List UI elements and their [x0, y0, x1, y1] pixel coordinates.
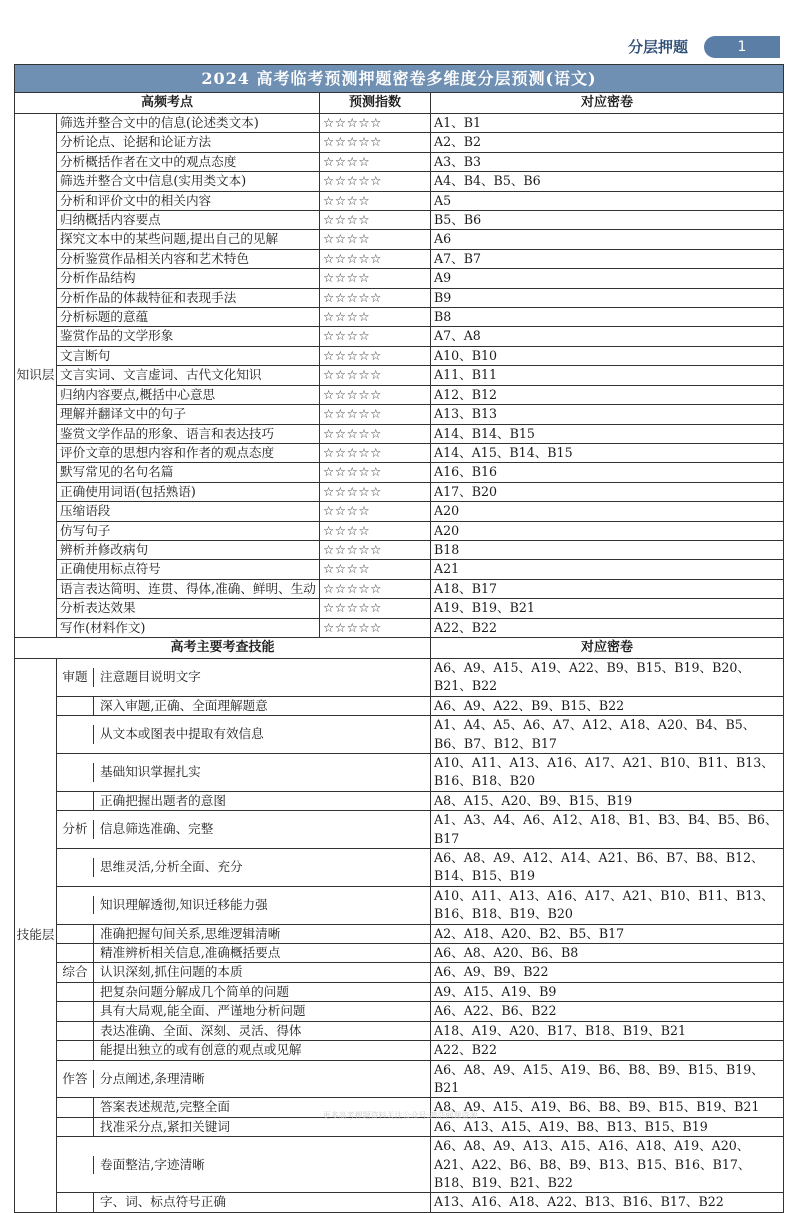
title-row	[15, 65, 784, 93]
skill-group-spacer	[57, 896, 94, 914]
star-rating: ☆☆☆☆☆	[320, 618, 431, 637]
skill-text: 具有大局观,能全面、严谨地分析问题	[100, 1003, 306, 1019]
skill-text: 深入审题,正确、全面理解题意	[100, 697, 268, 713]
star-rating: ☆☆☆☆	[320, 211, 431, 230]
skill-group-spacer	[57, 1022, 94, 1040]
skill-papers-cell: A6、A8、A9、A12、A14、A21、B6、B7、B8、B12、B14、B15、B19	[431, 849, 784, 887]
skill-text: 信息筛选准确、完整	[100, 821, 214, 837]
topic-cell: 鉴赏作品的文学形象	[57, 327, 320, 346]
skill-group-spacer	[57, 1041, 94, 1059]
skill-text: 字、词、标点符号正确	[100, 1194, 226, 1210]
topic-cell: 辨析并修改病句	[57, 540, 320, 559]
knowledge-row	[15, 327, 784, 346]
star-rating: ☆☆☆☆	[320, 152, 431, 171]
topic-cell: 归纳概括内容要点	[57, 211, 320, 230]
topic-cell: 分析表达效果	[57, 599, 320, 618]
papers-cell: B8	[431, 308, 784, 327]
knowledge-row	[15, 579, 784, 598]
papers-cell: A21	[431, 560, 784, 579]
header-skill-papers: 对应密卷	[431, 637, 784, 658]
star-rating: ☆☆☆☆☆	[320, 288, 431, 307]
skill-papers-cell: A1、A4、A5、A6、A7、A12、A18、A20、B4、B5、B6、B7、B12、B17	[431, 716, 784, 754]
skill-group-spacer	[57, 858, 94, 876]
skill-cell	[57, 1060, 431, 1098]
knowledge-row	[15, 599, 784, 618]
header-index: 预测指数	[320, 93, 431, 114]
skill-group-spacer	[57, 697, 94, 715]
skill-papers-cell: A2、A18、A20、B2、B5、B17	[431, 924, 784, 943]
star-rating: ☆☆☆☆	[320, 191, 431, 210]
knowledge-row	[15, 385, 784, 404]
star-rating: ☆☆☆☆	[320, 308, 431, 327]
skill-group-spacer	[57, 763, 94, 781]
skill-group-spacer	[57, 792, 94, 810]
papers-cell: B5、B6	[431, 211, 784, 230]
prediction-table	[14, 64, 784, 1213]
skill-papers-cell: A6、A9、B9、B22	[431, 963, 784, 982]
skill-cell	[57, 1041, 431, 1060]
topic-cell: 筛选并整合文中的信息(论述类文本)	[57, 114, 320, 133]
papers-cell: A5	[431, 191, 784, 210]
star-rating: ☆☆☆☆☆	[320, 405, 431, 424]
topic-cell: 筛选并整合文中信息(实用类文本)	[57, 172, 320, 191]
papers-cell: A7、A8	[431, 327, 784, 346]
skill-group-spacer	[57, 1193, 94, 1211]
star-rating: ☆☆☆☆☆	[320, 133, 431, 152]
knowledge-row	[15, 560, 784, 579]
skill-cell	[57, 1137, 431, 1193]
knowledge-row	[15, 249, 784, 268]
skill-row	[15, 963, 784, 982]
papers-cell: B18	[431, 540, 784, 559]
topic-cell: 语言表达简明、连贯、得体,准确、鲜明、生动	[57, 579, 320, 598]
skill-group-spacer	[57, 925, 94, 943]
skill-papers-cell: A13、A16、A18、A22、B13、B16、B17、B22	[431, 1193, 784, 1212]
knowledge-row	[15, 521, 784, 540]
knowledge-row	[15, 366, 784, 385]
papers-cell: A3、B3	[431, 152, 784, 171]
topic-cell: 鉴赏文学作品的形象、语言和表达技巧	[57, 424, 320, 443]
skill-text: 基础知识掌握扎实	[100, 764, 201, 780]
papers-cell: A9	[431, 269, 784, 288]
skill-row	[15, 1002, 784, 1021]
skill-papers-cell: A8、A9、A15、A19、B6、B8、B9、B15、B19、B21	[431, 1098, 784, 1117]
knowledge-row	[15, 482, 784, 501]
skill-row	[15, 791, 784, 810]
papers-cell: A19、B19、B21	[431, 599, 784, 618]
star-rating: ☆☆☆☆	[320, 502, 431, 521]
knowledge-row	[15, 211, 784, 230]
skill-papers-cell: A6、A13、A15、A19、B8、B13、B15、B19	[431, 1117, 784, 1136]
papers-cell: A14、B14、B15	[431, 424, 784, 443]
knowledge-row	[15, 540, 784, 559]
knowledge-row	[15, 152, 784, 171]
skill-papers-cell: A6、A8、A9、A13、A15、A16、A18、A19、A20、A21、A22、B6、B8、B9、B13、B15、B16、B17、B18、B19、B21、B22	[431, 1137, 784, 1193]
knowledge-row	[15, 114, 784, 133]
skill-cell	[57, 716, 431, 754]
skill-text: 把复杂问题分解成几个简单的问题	[100, 983, 289, 999]
knowledge-row	[15, 618, 784, 637]
page-number: 1	[737, 39, 747, 55]
skill-text: 精准辨析相关信息,准确概括要点	[100, 945, 281, 961]
knowledge-row	[15, 424, 784, 443]
papers-cell: A1、B1	[431, 114, 784, 133]
star-rating: ☆☆☆☆☆	[320, 346, 431, 365]
skill-papers-cell: A10、A11、A13、A16、A17、A21、B10、B11、B13、B16、B18、B19、B20	[431, 886, 784, 924]
papers-cell: A7、B7	[431, 249, 784, 268]
skill-group-spacer	[57, 1002, 94, 1020]
skill-papers-cell: A22、B22	[431, 1041, 784, 1060]
skill-text: 表达准确、全面、深刻、灵活、得体	[100, 1022, 302, 1038]
skill-row	[15, 658, 784, 696]
topic-cell: 正确使用词语(包括熟语)	[57, 482, 320, 501]
section-label: 分层押题	[628, 38, 689, 56]
topic-cell: 归纳内容要点,概括中心意思	[57, 385, 320, 404]
skill-papers-cell: A9、A15、A19、B9	[431, 982, 784, 1001]
skill-cell	[57, 924, 431, 943]
skill-cell	[57, 1021, 431, 1040]
skill-group-label: 作答	[57, 1070, 94, 1088]
skill-row	[15, 1060, 784, 1098]
skill-row	[15, 696, 784, 715]
topic-cell: 理解并翻译文中的句子	[57, 405, 320, 424]
knowledge-row	[15, 172, 784, 191]
topic-cell: 分析概括作者在文中的观点态度	[57, 152, 320, 171]
star-rating: ☆☆☆☆☆	[320, 579, 431, 598]
papers-cell: A14、A15、B14、B15	[431, 443, 784, 462]
header-skill: 高考主要考查技能	[15, 637, 431, 658]
papers-cell: A2、B2	[431, 133, 784, 152]
knowledge-row	[15, 463, 784, 482]
topic-cell: 文言实词、文言虚词、古代文化知识	[57, 366, 320, 385]
knowledge-row	[15, 288, 784, 307]
knowledge-row	[15, 191, 784, 210]
papers-cell: A17、B20	[431, 482, 784, 501]
header-papers: 对应密卷	[431, 93, 784, 114]
knowledge-row	[15, 443, 784, 462]
skill-row	[15, 944, 784, 963]
topic-cell: 写作(材料作文)	[57, 618, 320, 637]
skill-layer-label: 技能层	[15, 658, 57, 1212]
page-number-badge	[704, 36, 780, 58]
skill-papers-cell: A6、A9、A22、B9、B15、B22	[431, 696, 784, 715]
skill-text: 卷面整洁,字迹清晰	[100, 1156, 205, 1172]
papers-cell: A22、B22	[431, 618, 784, 637]
star-rating: ☆☆☆☆☆	[320, 482, 431, 501]
skill-cell	[57, 849, 431, 887]
skill-row	[15, 924, 784, 943]
knowledge-header-row	[15, 93, 784, 114]
star-rating: ☆☆☆☆☆	[320, 463, 431, 482]
skill-text: 准确把握句间关系,思维逻辑清晰	[100, 925, 281, 941]
skill-cell	[57, 754, 431, 792]
star-rating: ☆☆☆☆	[320, 327, 431, 346]
skill-cell	[57, 982, 431, 1001]
papers-cell: B9	[431, 288, 784, 307]
skill-cell	[57, 1193, 431, 1212]
skill-row	[15, 811, 784, 849]
skill-papers-cell: A10、A11、A13、A16、A17、A21、B10、B11、B13、B16、B18、B20	[431, 754, 784, 792]
skill-text: 思维灵活,分析全面、充分	[100, 859, 243, 875]
skill-cell	[57, 963, 431, 982]
knowledge-row	[15, 308, 784, 327]
table-title: 2024 高考临考预测押题密卷多维度分层预测(语文)	[15, 65, 784, 93]
topic-cell: 压缩语段	[57, 502, 320, 521]
skill-row	[15, 1193, 784, 1212]
topic-cell: 分析作品的体裁特征和表现手法	[57, 288, 320, 307]
papers-cell: A20	[431, 502, 784, 521]
skill-text: 认识深刻,抓住问题的本质	[100, 964, 243, 980]
skill-cell	[57, 658, 431, 696]
topic-cell: 探究文本中的某些问题,提出自己的见解	[57, 230, 320, 249]
topic-cell: 正确使用标点符号	[57, 560, 320, 579]
star-rating: ☆☆☆☆☆	[320, 540, 431, 559]
topic-cell: 文言断句	[57, 346, 320, 365]
skill-row	[15, 1021, 784, 1040]
skill-cell	[57, 811, 431, 849]
topic-cell: 默写常见的名句名篇	[57, 463, 320, 482]
skill-row	[15, 716, 784, 754]
topic-cell: 仿写句子	[57, 521, 320, 540]
skill-papers-cell: A8、A15、A20、B9、B15、B19	[431, 791, 784, 810]
skill-group-label: 综合	[57, 963, 94, 981]
star-rating: ☆☆☆☆☆	[320, 172, 431, 191]
star-rating: ☆☆☆☆	[320, 560, 431, 579]
skill-papers-cell: A6、A8、A9、A15、A19、B6、B8、B9、B15、B19、B21	[431, 1060, 784, 1098]
skill-group-spacer	[57, 725, 94, 743]
skill-text: 知识理解透彻,知识迁移能力强	[100, 897, 268, 913]
star-rating: ☆☆☆☆☆	[320, 249, 431, 268]
topic-cell: 分析论点、论据和论证方法	[57, 133, 320, 152]
footer-note: 更多高考押题资料关注公众号:鸿浩网课资源	[322, 1111, 478, 1120]
skill-text: 从文本或图表中提取有效信息	[100, 726, 264, 742]
skill-row	[15, 754, 784, 792]
skill-row	[15, 849, 784, 887]
knowledge-row	[15, 230, 784, 249]
skill-papers-cell: A6、A8、A20、B6、B8	[431, 944, 784, 963]
page-header	[600, 36, 785, 60]
skill-text: 能提出独立的或有创意的观点或见解	[100, 1042, 302, 1058]
papers-cell: A4、B4、B5、B6	[431, 172, 784, 191]
skill-text: 答案表述规范,完整全面	[100, 1099, 230, 1115]
knowledge-row	[15, 346, 784, 365]
skill-group-spacer	[57, 944, 94, 962]
topic-cell: 分析鉴赏作品相关内容和艺术特色	[57, 249, 320, 268]
papers-cell: A20	[431, 521, 784, 540]
skill-papers-cell: A18、A19、A20、B17、B18、B19、B21	[431, 1021, 784, 1040]
topic-cell: 分析标题的意蕴	[57, 308, 320, 327]
papers-cell: A6	[431, 230, 784, 249]
skill-papers-cell: A6、A22、B6、B22	[431, 1002, 784, 1021]
skills-header-row	[15, 637, 784, 658]
skill-cell	[57, 886, 431, 924]
knowledge-layer-label: 知识层	[15, 114, 57, 638]
topic-cell: 分析和评价文中的相关内容	[57, 191, 320, 210]
skill-row	[15, 886, 784, 924]
topic-cell: 分析作品结构	[57, 269, 320, 288]
star-rating: ☆☆☆☆☆	[320, 366, 431, 385]
skill-group-spacer	[57, 983, 94, 1001]
skill-row	[15, 1041, 784, 1060]
star-rating: ☆☆☆☆☆	[320, 599, 431, 618]
skill-text: 找准采分点,紧扣关键词	[100, 1118, 230, 1134]
skill-row	[15, 982, 784, 1001]
skill-papers-cell: A1、A3、A4、A6、A12、A18、B1、B3、B4、B5、B6、B17	[431, 811, 784, 849]
skill-cell	[57, 944, 431, 963]
knowledge-row	[15, 405, 784, 424]
star-rating: ☆☆☆☆☆	[320, 443, 431, 462]
knowledge-row	[15, 269, 784, 288]
skill-text: 正确把握出题者的意图	[100, 792, 226, 808]
skill-group-spacer	[57, 1156, 94, 1174]
knowledge-row	[15, 502, 784, 521]
star-rating: ☆☆☆☆☆	[320, 424, 431, 443]
star-rating: ☆☆☆☆	[320, 269, 431, 288]
papers-cell: A16、B16	[431, 463, 784, 482]
skill-cell	[57, 791, 431, 810]
skill-row	[15, 1137, 784, 1193]
skill-cell	[57, 1002, 431, 1021]
skill-group-label: 分析	[57, 820, 94, 838]
skill-papers-cell: A6、A9、A15、A19、A22、B9、B15、B19、B20、B21、B22	[431, 658, 784, 696]
papers-cell: A11、B11	[431, 366, 784, 385]
knowledge-row	[15, 133, 784, 152]
star-rating: ☆☆☆☆☆	[320, 385, 431, 404]
star-rating: ☆☆☆☆	[320, 230, 431, 249]
topic-cell: 评价文章的思想内容和作者的观点态度	[57, 443, 320, 462]
skill-text: 分点阐述,条理清晰	[100, 1070, 205, 1086]
papers-cell: A13、B13	[431, 405, 784, 424]
papers-cell: A10、B10	[431, 346, 784, 365]
papers-cell: A12、B12	[431, 385, 784, 404]
papers-cell: A18、B17	[431, 579, 784, 598]
skill-cell	[57, 696, 431, 715]
skill-text: 注意题目说明文字	[100, 669, 201, 685]
star-rating: ☆☆☆☆	[320, 521, 431, 540]
star-rating: ☆☆☆☆☆	[320, 114, 431, 133]
skill-group-label: 审题	[57, 668, 94, 686]
header-topic: 高频考点	[15, 93, 320, 114]
